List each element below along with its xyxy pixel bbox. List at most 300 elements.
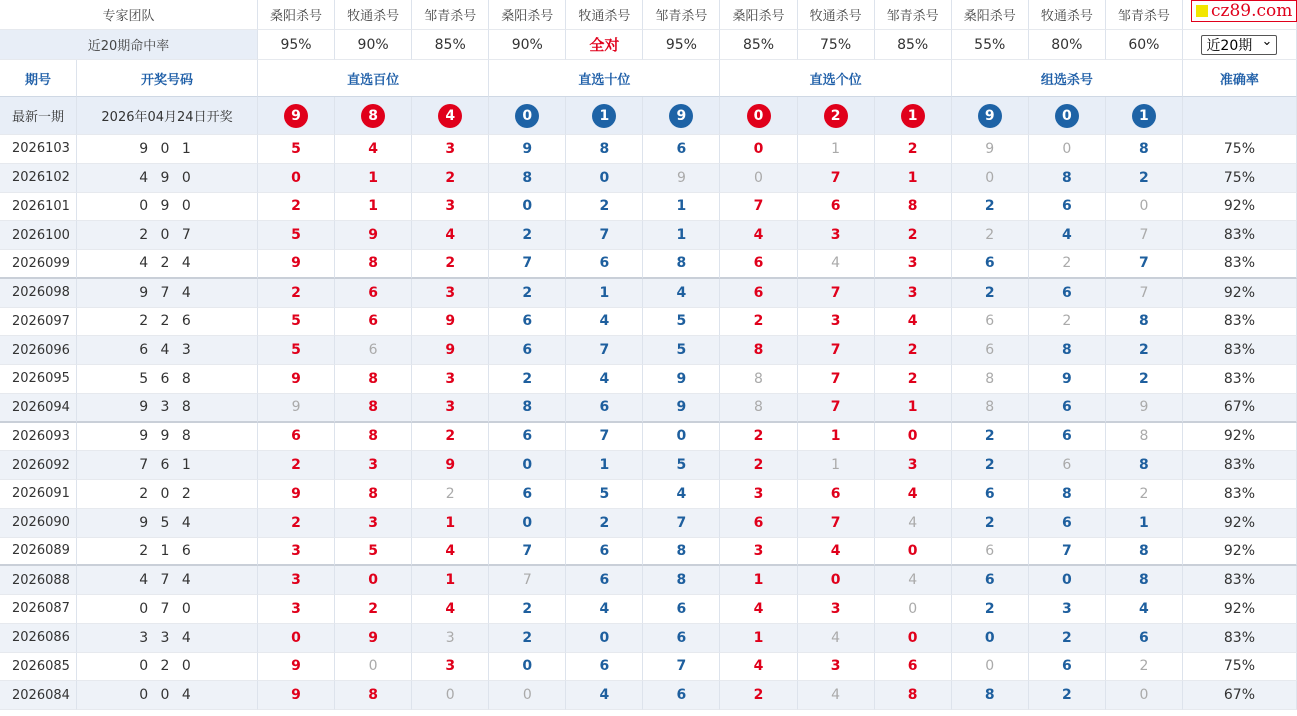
kill-number: 0 — [875, 595, 952, 624]
latest-ball-cell — [875, 97, 952, 135]
kill-number: 6 — [1029, 509, 1106, 538]
kill-number: 6 — [1029, 451, 1106, 480]
kill-number: 6 — [566, 653, 643, 682]
kill-number: 8 — [1106, 451, 1183, 480]
kill-number: 8 — [643, 566, 720, 595]
kill-number: 9 — [952, 135, 1029, 164]
kill-number: 2 — [489, 365, 566, 394]
draw-cell: 3 3 4 — [77, 624, 258, 653]
kill-number: 0 — [489, 681, 566, 710]
kill-number: 7 — [1029, 538, 1106, 567]
kill-number: 1 — [643, 193, 720, 222]
latest-ball-cell — [412, 97, 489, 135]
kill-number: 8 — [335, 480, 412, 509]
kill-number: 8 — [1106, 423, 1183, 452]
hit-rate: 85% — [412, 30, 489, 60]
kill-number: 7 — [489, 566, 566, 595]
kill-number: 4 — [1029, 221, 1106, 250]
draw-cell: 2 1 6 — [77, 538, 258, 567]
latest-empty — [1183, 97, 1297, 135]
kill-number: 6 — [566, 394, 643, 423]
kill-number: 4 — [566, 595, 643, 624]
kill-number: 3 — [412, 365, 489, 394]
kill-number: 3 — [798, 221, 875, 250]
accuracy-cell: 92% — [1183, 538, 1297, 567]
kill-number: 4 — [798, 624, 875, 653]
issue-cell: 2026092 — [0, 451, 77, 480]
kill-number: 9 — [489, 135, 566, 164]
kill-number: 8 — [952, 365, 1029, 394]
kill-number: 3 — [412, 279, 489, 308]
kill-number: 2 — [952, 279, 1029, 308]
lottery-ball: 1 — [901, 104, 925, 128]
kill-number: 2 — [875, 336, 952, 365]
kill-number: 6 — [566, 538, 643, 567]
hit-rate-label: 近20期命中率 — [0, 30, 258, 60]
kill-number: 6 — [720, 509, 797, 538]
kill-number: 2 — [335, 595, 412, 624]
accuracy-cell: 92% — [1183, 595, 1297, 624]
kill-number: 8 — [335, 681, 412, 710]
kill-number: 0 — [258, 164, 335, 193]
hit-rate: 95% — [258, 30, 335, 60]
kill-number: 2 — [1029, 308, 1106, 337]
kill-number: 1 — [798, 135, 875, 164]
kill-number: 7 — [798, 164, 875, 193]
kill-number: 2 — [1106, 164, 1183, 193]
kill-number: 9 — [258, 365, 335, 394]
kill-number: 8 — [1029, 480, 1106, 509]
kill-number: 9 — [258, 653, 335, 682]
kill-number: 2 — [1029, 250, 1106, 279]
kill-number: 6 — [875, 653, 952, 682]
kill-number: 7 — [1106, 250, 1183, 279]
group-header: 直选十位 — [489, 60, 720, 97]
issue-cell: 2026087 — [0, 595, 77, 624]
kill-number: 5 — [335, 538, 412, 567]
kill-number: 9 — [258, 250, 335, 279]
kill-number: 4 — [412, 595, 489, 624]
kill-number: 3 — [335, 509, 412, 538]
issue-cell: 2026099 — [0, 250, 77, 279]
period-select-value: 近20期 — [1206, 37, 1253, 54]
expert-name: 邹青杀号 — [1106, 0, 1183, 30]
kill-number: 3 — [720, 538, 797, 567]
kill-number: 2 — [875, 135, 952, 164]
kill-number: 8 — [489, 164, 566, 193]
lottery-ball: 0 — [515, 104, 539, 128]
chevron-down-icon: ⌄ — [1261, 34, 1273, 49]
latest-ball-cell — [643, 97, 720, 135]
kill-number: 3 — [412, 653, 489, 682]
kill-number: 4 — [335, 135, 412, 164]
accuracy-cell: 83% — [1183, 365, 1297, 394]
kill-number: 4 — [566, 308, 643, 337]
hit-rate: 全对 — [566, 30, 643, 60]
hit-rate: 80% — [1029, 30, 1106, 60]
hit-rate: 85% — [875, 30, 952, 60]
hit-rate: 60% — [1106, 30, 1183, 60]
kill-number: 8 — [720, 336, 797, 365]
latest-ball-cell — [1029, 97, 1106, 135]
kill-number: 3 — [412, 135, 489, 164]
issue-cell: 2026094 — [0, 394, 77, 423]
kill-number: 5 — [643, 451, 720, 480]
kill-number: 3 — [412, 193, 489, 222]
kill-number: 0 — [489, 193, 566, 222]
kill-number: 0 — [258, 624, 335, 653]
kill-number: 6 — [952, 566, 1029, 595]
kill-number: 5 — [258, 308, 335, 337]
kill-number: 8 — [875, 193, 952, 222]
kill-number: 5 — [258, 336, 335, 365]
issue-cell: 2026101 — [0, 193, 77, 222]
kill-number: 6 — [952, 538, 1029, 567]
kill-number: 9 — [335, 624, 412, 653]
kill-number: 4 — [798, 538, 875, 567]
lottery-ball: 9 — [669, 104, 693, 128]
draw-cell: 4 2 4 — [77, 250, 258, 279]
site-logo[interactable] — [1191, 0, 1297, 22]
kill-number: 6 — [1029, 193, 1106, 222]
kill-number: 7 — [489, 250, 566, 279]
kill-number: 2 — [1029, 624, 1106, 653]
kill-number: 6 — [1029, 279, 1106, 308]
kill-number: 9 — [643, 365, 720, 394]
draw-cell: 9 0 1 — [77, 135, 258, 164]
kill-number: 2 — [875, 221, 952, 250]
kill-number: 1 — [335, 193, 412, 222]
kill-number: 3 — [875, 279, 952, 308]
kill-number: 2 — [952, 423, 1029, 452]
hit-rate: 75% — [798, 30, 875, 60]
kill-number: 3 — [720, 480, 797, 509]
kill-number: 2 — [1106, 480, 1183, 509]
kill-number: 0 — [489, 653, 566, 682]
kill-number: 4 — [875, 509, 952, 538]
accuracy-cell: 83% — [1183, 624, 1297, 653]
kill-number: 7 — [720, 193, 797, 222]
kill-number: 3 — [798, 595, 875, 624]
kill-number: 1 — [875, 164, 952, 193]
kill-number: 0 — [952, 164, 1029, 193]
lottery-ball: 2 — [824, 104, 848, 128]
draw-cell: 0 0 4 — [77, 681, 258, 710]
kill-number: 6 — [1106, 624, 1183, 653]
kill-number: 6 — [489, 336, 566, 365]
kill-number: 7 — [643, 653, 720, 682]
hit-rate: 90% — [489, 30, 566, 60]
kill-number: 4 — [643, 480, 720, 509]
kill-number: 6 — [952, 336, 1029, 365]
kill-number: 8 — [720, 365, 797, 394]
draw-cell: 0 9 0 — [77, 193, 258, 222]
accuracy-cell: 92% — [1183, 279, 1297, 308]
kill-number: 1 — [798, 451, 875, 480]
expert-name: 桑阳杀号 — [952, 0, 1029, 30]
kill-number: 9 — [412, 336, 489, 365]
kill-number: 0 — [566, 164, 643, 193]
expert-name: 牧通杀号 — [1029, 0, 1106, 30]
kill-number: 7 — [566, 423, 643, 452]
kill-number: 7 — [1106, 221, 1183, 250]
issue-cell: 2026086 — [0, 624, 77, 653]
kill-number: 9 — [335, 221, 412, 250]
kill-number: 0 — [952, 624, 1029, 653]
draw-cell: 6 4 3 — [77, 336, 258, 365]
kill-number: 7 — [798, 509, 875, 538]
kill-number: 0 — [875, 538, 952, 567]
kill-number: 6 — [798, 193, 875, 222]
kill-number: 2 — [489, 595, 566, 624]
kill-number: 3 — [1029, 595, 1106, 624]
kill-number: 8 — [335, 250, 412, 279]
latest-ball-cell — [489, 97, 566, 135]
kill-number: 2 — [566, 509, 643, 538]
latest-ball-cell — [720, 97, 797, 135]
kill-number: 0 — [566, 624, 643, 653]
kill-number: 2 — [566, 193, 643, 222]
kill-number: 4 — [566, 681, 643, 710]
kill-number: 7 — [489, 538, 566, 567]
kill-number: 5 — [643, 336, 720, 365]
lottery-ball: 1 — [1132, 104, 1156, 128]
group-header: 组选杀号 — [952, 60, 1183, 97]
accuracy-cell: 92% — [1183, 193, 1297, 222]
kill-number: 0 — [875, 624, 952, 653]
kill-number: 4 — [875, 480, 952, 509]
kill-number: 4 — [1106, 595, 1183, 624]
latest-ball-cell — [952, 97, 1029, 135]
kill-number: 2 — [489, 279, 566, 308]
kill-number: 8 — [335, 365, 412, 394]
kill-number: 3 — [258, 595, 335, 624]
kill-number: 6 — [720, 250, 797, 279]
draw-cell: 9 5 4 — [77, 509, 258, 538]
kill-number: 2 — [952, 509, 1029, 538]
expert-name: 桑阳杀号 — [258, 0, 335, 30]
kill-number: 0 — [489, 509, 566, 538]
draw-cell: 7 6 1 — [77, 451, 258, 480]
lottery-ball: 8 — [361, 104, 385, 128]
kill-number: 6 — [643, 681, 720, 710]
group-header: 直选百位 — [258, 60, 489, 97]
kill-number: 8 — [335, 423, 412, 452]
logo-text: cz89.com — [1211, 1, 1293, 21]
kill-number: 7 — [1106, 279, 1183, 308]
kill-number: 2 — [412, 480, 489, 509]
kill-number: 0 — [643, 423, 720, 452]
kill-number: 6 — [335, 279, 412, 308]
hit-rate: 85% — [720, 30, 797, 60]
logo-square-icon — [1196, 5, 1208, 17]
kill-number: 2 — [1029, 681, 1106, 710]
kill-number: 4 — [412, 221, 489, 250]
issue-cell: 2026095 — [0, 365, 77, 394]
kill-number: 3 — [412, 394, 489, 423]
kill-number: 8 — [952, 394, 1029, 423]
kill-number: 0 — [798, 566, 875, 595]
group-header: 直选个位 — [720, 60, 951, 97]
lottery-ball: 9 — [978, 104, 1002, 128]
kill-number: 9 — [412, 308, 489, 337]
kill-number: 1 — [720, 624, 797, 653]
kill-number: 9 — [258, 681, 335, 710]
expert-name: 桑阳杀号 — [720, 0, 797, 30]
kill-number: 9 — [258, 480, 335, 509]
accuracy-cell: 92% — [1183, 423, 1297, 452]
accuracy-cell: 83% — [1183, 336, 1297, 365]
kill-number: 1 — [566, 451, 643, 480]
hit-rate: 55% — [952, 30, 1029, 60]
kill-number: 1 — [798, 423, 875, 452]
kill-number: 8 — [952, 681, 1029, 710]
draw-cell: 4 7 4 — [77, 566, 258, 595]
expert-name: 邹青杀号 — [412, 0, 489, 30]
accuracy-cell: 75% — [1183, 164, 1297, 193]
kill-number: 8 — [1106, 308, 1183, 337]
kill-number: 7 — [566, 221, 643, 250]
period-select-cell — [1183, 30, 1297, 60]
kill-number: 8 — [1106, 566, 1183, 595]
kill-number: 6 — [643, 135, 720, 164]
issue-cell: 2026093 — [0, 423, 77, 452]
kill-number: 2 — [258, 279, 335, 308]
kill-number: 2 — [258, 509, 335, 538]
kill-number: 1 — [335, 164, 412, 193]
kill-number: 7 — [798, 279, 875, 308]
issue-cell: 2026090 — [0, 509, 77, 538]
period-select[interactable] — [1201, 35, 1277, 55]
kill-number: 4 — [720, 221, 797, 250]
kill-number: 6 — [335, 336, 412, 365]
kill-number: 1 — [412, 509, 489, 538]
kill-number: 1 — [1106, 509, 1183, 538]
kill-number: 2 — [1106, 365, 1183, 394]
issue-cell: 2026084 — [0, 681, 77, 710]
issue-cell: 2026102 — [0, 164, 77, 193]
kill-number: 6 — [720, 279, 797, 308]
issue-cell: 2026091 — [0, 480, 77, 509]
kill-number: 4 — [720, 595, 797, 624]
kill-number: 2 — [1106, 336, 1183, 365]
issue-cell: 2026096 — [0, 336, 77, 365]
kill-number: 9 — [1106, 394, 1183, 423]
latest-ball-cell — [335, 97, 412, 135]
accuracy-cell: 75% — [1183, 135, 1297, 164]
kill-number: 9 — [643, 394, 720, 423]
kill-number: 0 — [952, 653, 1029, 682]
kill-number: 2 — [258, 451, 335, 480]
kill-number: 1 — [566, 279, 643, 308]
kill-number: 8 — [566, 135, 643, 164]
issue-cell: 2026085 — [0, 653, 77, 682]
kill-number: 2 — [952, 595, 1029, 624]
latest-date: 2026年04月24日开奖 — [77, 97, 258, 135]
kill-number: 1 — [720, 566, 797, 595]
kill-number: 4 — [643, 279, 720, 308]
draw-cell: 2 0 7 — [77, 221, 258, 250]
kill-number: 8 — [489, 394, 566, 423]
kill-number: 0 — [335, 566, 412, 595]
expert-team-label: 专家团队 — [0, 0, 258, 30]
accuracy-cell: 92% — [1183, 509, 1297, 538]
kill-number: 3 — [412, 624, 489, 653]
kill-number: 6 — [1029, 394, 1106, 423]
kill-number: 9 — [258, 394, 335, 423]
accuracy-cell: 83% — [1183, 250, 1297, 279]
kill-number: 6 — [952, 308, 1029, 337]
accuracy-cell: 75% — [1183, 653, 1297, 682]
draw-cell: 5 6 8 — [77, 365, 258, 394]
kill-number: 8 — [643, 538, 720, 567]
kill-number: 2 — [952, 451, 1029, 480]
kill-number: 0 — [1029, 135, 1106, 164]
kill-number: 6 — [1029, 423, 1106, 452]
kill-number: 8 — [1029, 336, 1106, 365]
lottery-ball: 0 — [747, 104, 771, 128]
draw-cell: 2 0 2 — [77, 480, 258, 509]
draw-cell: 9 3 8 — [77, 394, 258, 423]
kill-number: 8 — [335, 394, 412, 423]
kill-number: 8 — [1029, 164, 1106, 193]
kill-number: 1 — [643, 221, 720, 250]
kill-number: 7 — [798, 336, 875, 365]
kill-number: 6 — [258, 423, 335, 452]
hit-rate: 90% — [335, 30, 412, 60]
kill-number: 7 — [566, 336, 643, 365]
kill-number: 8 — [875, 681, 952, 710]
kill-number: 0 — [1106, 681, 1183, 710]
kill-number: 4 — [798, 250, 875, 279]
latest-label: 最新一期 — [0, 97, 77, 135]
accuracy-cell: 83% — [1183, 480, 1297, 509]
kill-number: 6 — [952, 480, 1029, 509]
hit-rate: 95% — [643, 30, 720, 60]
lottery-ball: 9 — [284, 104, 308, 128]
kill-number: 2 — [412, 423, 489, 452]
accuracy-cell: 83% — [1183, 308, 1297, 337]
kill-number: 4 — [566, 365, 643, 394]
accuracy-cell: 67% — [1183, 394, 1297, 423]
kill-number: 9 — [1029, 365, 1106, 394]
draw-cell: 9 7 4 — [77, 279, 258, 308]
kill-number: 6 — [489, 308, 566, 337]
issue-cell: 2026103 — [0, 135, 77, 164]
issue-cell: 2026088 — [0, 566, 77, 595]
kill-number: 3 — [258, 566, 335, 595]
kill-number: 0 — [1106, 193, 1183, 222]
kill-number: 6 — [643, 595, 720, 624]
kill-number: 5 — [258, 135, 335, 164]
issue-cell: 2026100 — [0, 221, 77, 250]
accuracy-cell: 83% — [1183, 221, 1297, 250]
kill-number: 3 — [875, 451, 952, 480]
draw-cell: 0 2 0 — [77, 653, 258, 682]
kill-number: 2 — [720, 451, 797, 480]
kill-number: 5 — [643, 308, 720, 337]
kill-number: 8 — [1106, 538, 1183, 567]
kill-number: 6 — [489, 480, 566, 509]
kill-number: 0 — [412, 681, 489, 710]
kill-number: 6 — [952, 250, 1029, 279]
kill-number: 4 — [798, 681, 875, 710]
issue-header: 期号 — [0, 60, 77, 97]
kill-number: 6 — [1029, 653, 1106, 682]
expert-name: 邹青杀号 — [643, 0, 720, 30]
accuracy-cell: 83% — [1183, 451, 1297, 480]
kill-number: 2 — [875, 365, 952, 394]
